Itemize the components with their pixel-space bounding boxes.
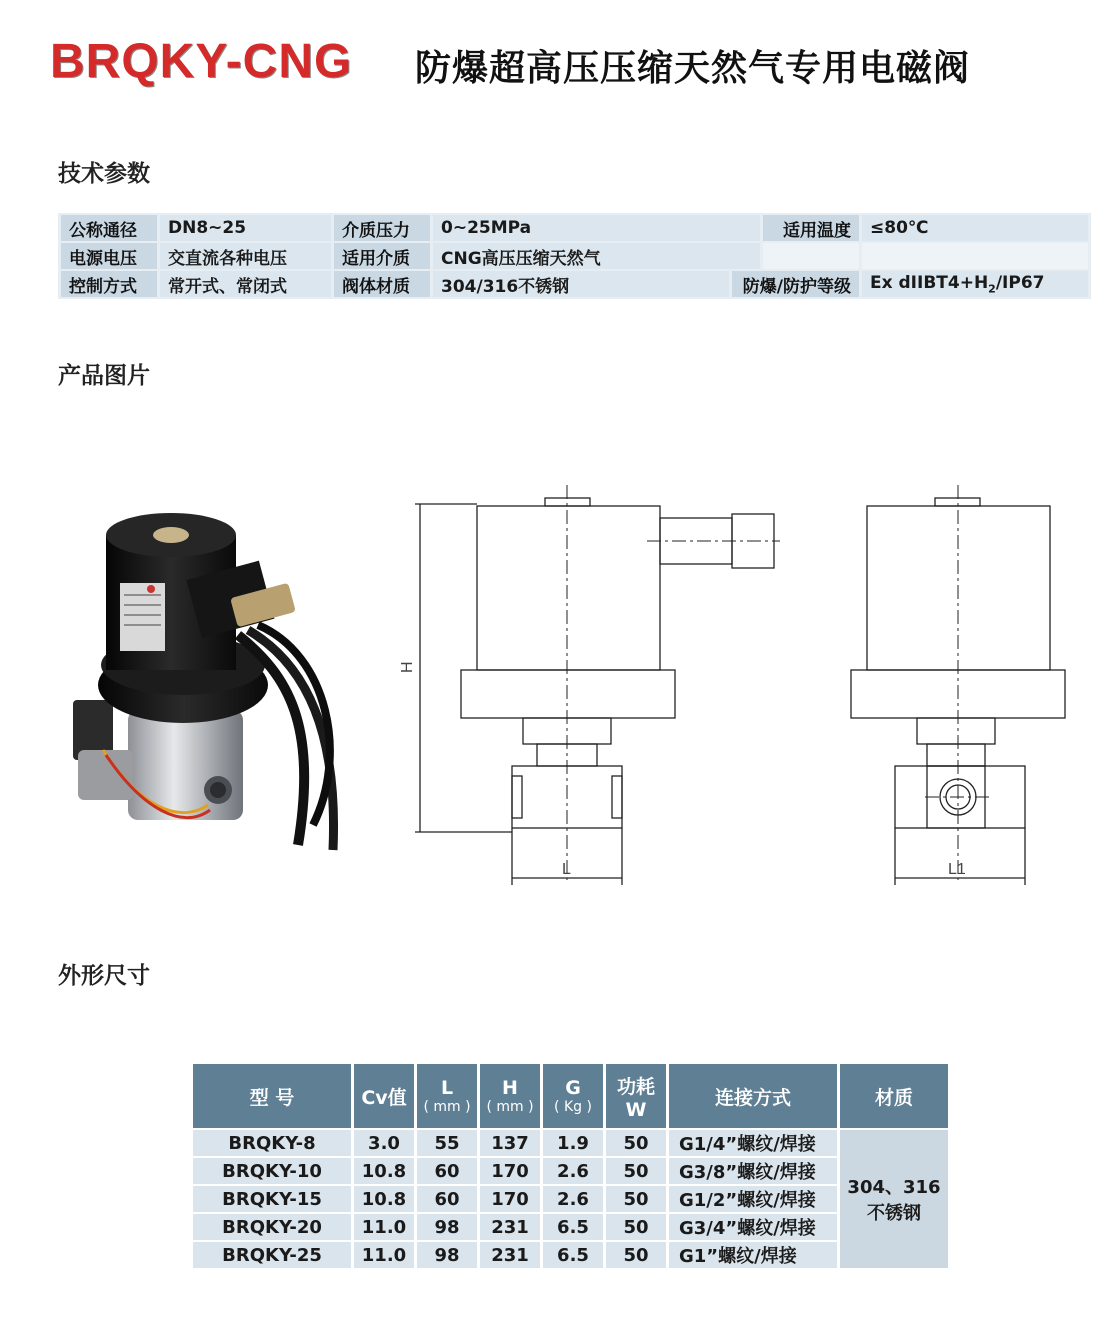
col-power-unit: W (625, 1098, 647, 1121)
front-flange (461, 670, 675, 718)
front-connector (660, 518, 732, 564)
cell-power: 50 (606, 1242, 666, 1268)
cell-g: 2.6 (543, 1186, 603, 1212)
table-row (193, 1242, 948, 1268)
cell-connection: G3/8”螺纹/焊接 (669, 1158, 837, 1184)
spec-key: 适用介质 (334, 243, 430, 269)
cell-model: BRQKY-20 (193, 1214, 351, 1240)
front-port-left (512, 776, 522, 818)
material-line-2: 不锈钢 (867, 1203, 921, 1224)
dim-l1-label: L1 (948, 861, 966, 878)
spec-row (61, 215, 1088, 241)
cell-l: 60 (417, 1158, 477, 1184)
dim-h-label: H (399, 661, 416, 673)
cell-h: 231 (480, 1242, 540, 1268)
brand-title: BRQKY-CNG (50, 35, 353, 88)
front-port-right (612, 776, 622, 818)
section-product-photo: 产品图片 (58, 363, 150, 389)
side-nut (917, 718, 995, 744)
cell-model: BRQKY-25 (193, 1242, 351, 1268)
cell-power: 50 (606, 1158, 666, 1184)
col-h-label: H (502, 1077, 518, 1099)
dims-header-row (193, 1064, 948, 1128)
cell-power: 50 (606, 1214, 666, 1240)
col-power (606, 1064, 666, 1128)
cell-l: 55 (417, 1130, 477, 1156)
cell-cv: 11.0 (354, 1242, 414, 1268)
col-h-unit: ( mm ) (486, 1099, 534, 1115)
spec-value: 交直流各种电压 (160, 243, 331, 269)
spec-key: 控制方式 (61, 271, 157, 297)
cell-material (840, 1130, 948, 1268)
product-photo (58, 505, 358, 865)
cell-connection: G1/2”螺纹/焊接 (669, 1186, 837, 1212)
cell-cv: 3.0 (354, 1130, 414, 1156)
section-dimensions: 外形尺寸 (58, 963, 150, 989)
cell-connection: G1”螺纹/焊接 (669, 1242, 837, 1268)
explosion-rating-sub: 2 (988, 282, 996, 296)
cell-g: 6.5 (543, 1214, 603, 1240)
spec-value: 0~25MPa (433, 215, 760, 241)
col-l-label: L (440, 1077, 454, 1099)
col-l-unit: ( mm ) (423, 1099, 471, 1115)
cell-l: 98 (417, 1242, 477, 1268)
cell-connection: G3/4”螺纹/焊接 (669, 1214, 837, 1240)
table-row (193, 1130, 948, 1156)
cell-cv: 10.8 (354, 1186, 414, 1212)
spec-key: 介质压力 (334, 215, 430, 241)
cell-model: BRQKY-15 (193, 1186, 351, 1212)
side-stem (927, 744, 985, 766)
dim-l-label: L (562, 861, 571, 878)
spec-empty (763, 243, 859, 269)
cell-cv: 10.8 (354, 1158, 414, 1184)
spec-empty (862, 243, 1088, 269)
cell-connection: G1/4”螺纹/焊接 (669, 1130, 837, 1156)
spec-key: 阀体材质 (334, 271, 430, 297)
col-g-unit: ( Kg ) (554, 1099, 592, 1115)
cell-g: 2.6 (543, 1158, 603, 1184)
spec-key: 电源电压 (61, 243, 157, 269)
spec-key: 公称通径 (61, 215, 157, 241)
spec-table (58, 213, 1091, 299)
cell-power: 50 (606, 1186, 666, 1212)
spec-value: 常开式、常闭式 (160, 271, 331, 297)
col-connection: 连接方式 (669, 1064, 837, 1128)
page-title: 防爆超高压压缩天然气专用电磁阀 (415, 47, 971, 89)
spec-key: 防爆/防护等级 (732, 271, 859, 297)
spec-value: 304/316不锈钢 (433, 271, 729, 297)
section-tech-params: 技术参数 (58, 161, 150, 187)
col-model: 型 号 (193, 1064, 351, 1128)
front-coil (477, 506, 660, 670)
cell-power: 50 (606, 1130, 666, 1156)
cell-h: 231 (480, 1214, 540, 1240)
spec-key: 适用温度 (763, 215, 859, 241)
dimensions-table (190, 1062, 951, 1270)
cell-model: BRQKY-8 (193, 1130, 351, 1156)
table-row (193, 1214, 948, 1240)
cell-l: 60 (417, 1186, 477, 1212)
material-line-1: 304、316 (847, 1177, 941, 1198)
technical-drawing (395, 480, 1095, 900)
col-h (480, 1064, 540, 1128)
spec-value: DN8~25 (160, 215, 331, 241)
col-material: 材质 (840, 1064, 948, 1128)
col-power-label: 功耗 (616, 1075, 655, 1098)
cell-h: 170 (480, 1158, 540, 1184)
explosion-rating-tail: /IP67 (995, 272, 1045, 293)
table-row (193, 1186, 948, 1212)
cell-l: 98 (417, 1214, 477, 1240)
explosion-rating (862, 271, 1088, 297)
explosion-rating-main: Ex dIIBT4+H (870, 272, 989, 293)
cell-h: 137 (480, 1130, 540, 1156)
cell-g: 6.5 (543, 1242, 603, 1268)
cell-g: 1.9 (543, 1130, 603, 1156)
cell-h: 170 (480, 1186, 540, 1212)
col-l (417, 1064, 477, 1128)
col-g (543, 1064, 603, 1128)
spec-row (61, 271, 1088, 297)
cell-cv: 11.0 (354, 1214, 414, 1240)
cell-model: BRQKY-10 (193, 1158, 351, 1184)
col-cv: Cv值 (354, 1064, 414, 1128)
col-g-label: G (565, 1077, 581, 1099)
table-row (193, 1158, 948, 1184)
spec-value: CNG高压压缩天然气 (433, 243, 760, 269)
spec-value: ≤80℃ (862, 215, 1088, 241)
spec-row (61, 243, 1088, 269)
